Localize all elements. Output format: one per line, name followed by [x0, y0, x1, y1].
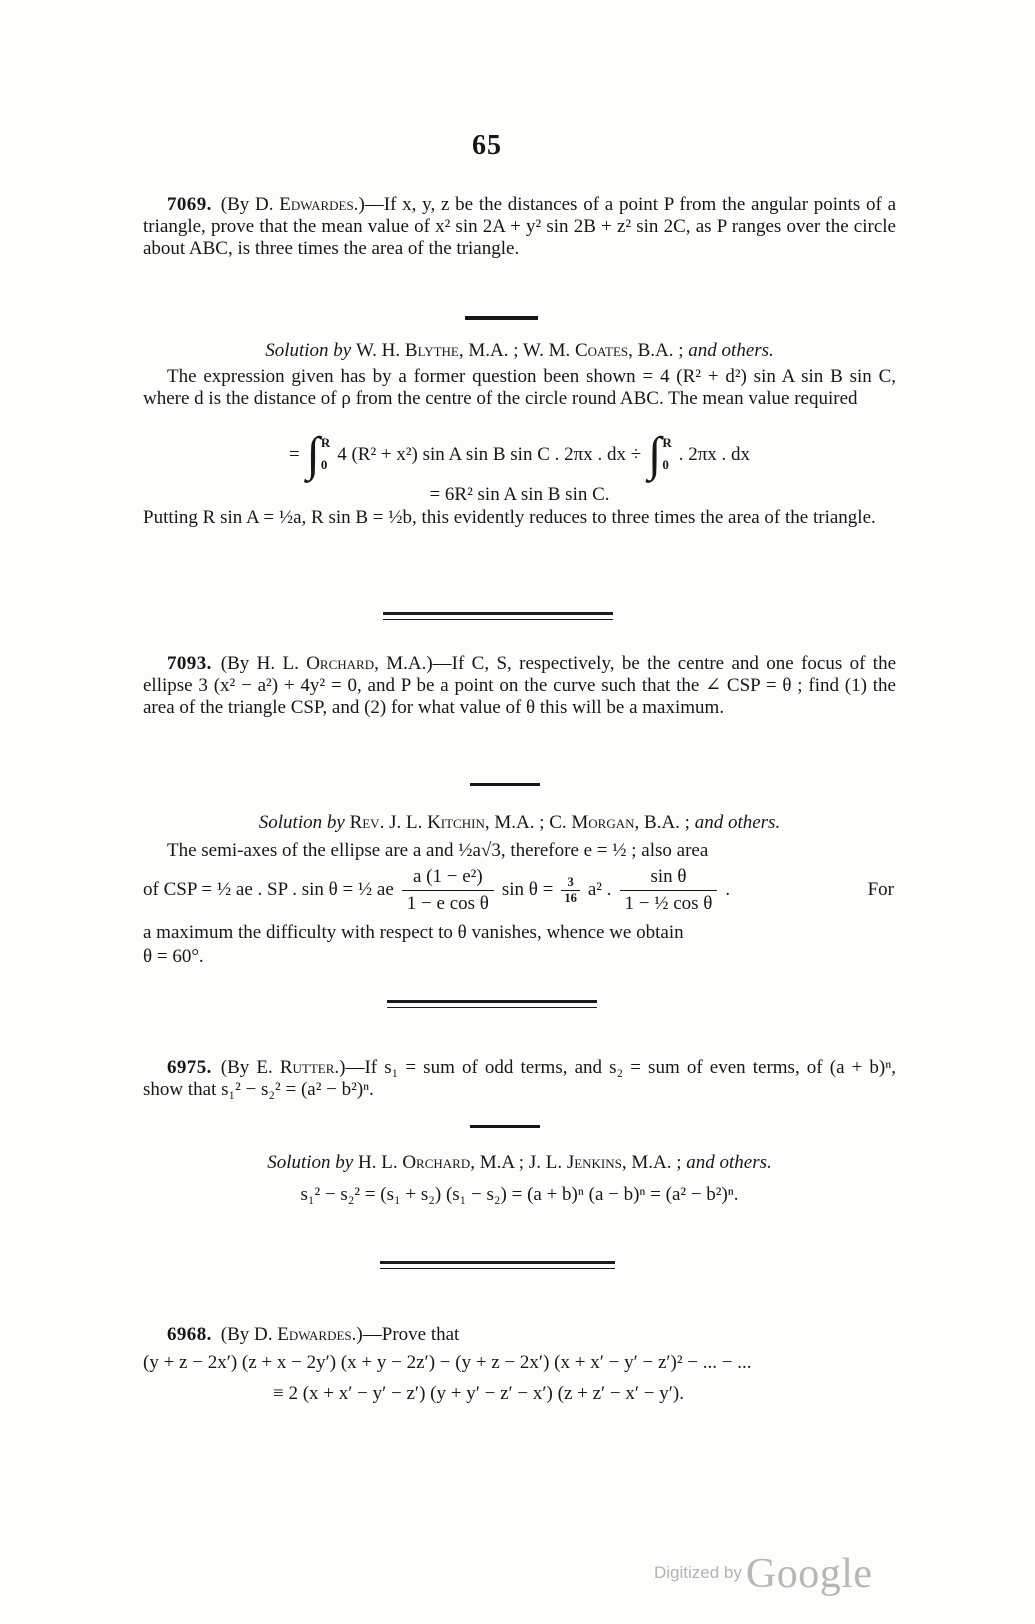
- solution-7069-conclusion: Putting R sin A = ½a, R sin B = ½b, this evidently reduces to three times the area of the triangle.: [143, 507, 876, 528]
- solver-names: W. H. Blythe, M.A. ; W. M. Coates, B.A. ;: [355, 340, 689, 361]
- integral-limits: [320, 431, 330, 479]
- solution-7069-paragraph: The expression given has by a former question been shown = 4 (R² + d²) sin A sin B sin C, where d is the distance of ρ from the centre of the circle round ABC. The mean value required: [143, 366, 896, 409]
- byline-prefix: (By: [220, 1057, 257, 1078]
- author-name: D. Edwardes.: [255, 194, 359, 215]
- problem-7093-statement: [143, 653, 896, 719]
- fraction: [620, 866, 718, 915]
- fraction-numerator: 3: [561, 876, 580, 891]
- fraction-numerator: sin θ: [620, 866, 718, 891]
- solution-7093-heading: [143, 812, 896, 834]
- equation-body: .: [725, 879, 731, 901]
- section-divider-double: [387, 1000, 597, 1008]
- and-others-label: and others.: [694, 812, 781, 833]
- solution-6975-equation: s₁² − s₂² = (s₁ + s₂) (s₁ − s₂) = (a + b)ⁿ (a − b)ⁿ = (a² − b²)ⁿ.: [300, 1184, 739, 1205]
- integral-symbol: [648, 428, 672, 481]
- equals-sign: =: [288, 444, 300, 465]
- problem-6968-equation-line1: (y + z − 2x′) (z + x − 2y′) (x + y − 2z′) − (y + z − 2x′) (x + x′ − y′ − z′)² − ... − ...: [143, 1352, 752, 1373]
- solution-7069-integral-equation: [143, 428, 896, 481]
- google-logo: Google: [745, 1551, 873, 1597]
- section-divider-double: [380, 1261, 615, 1269]
- byline-prefix: (By: [220, 194, 256, 215]
- solution-7069-result-line: = 6R² sin A sin B sin C.: [429, 484, 610, 505]
- integral-glyph: ∫: [648, 428, 662, 481]
- watermark-prefix: Digitized by: [654, 1563, 742, 1582]
- fraction-small: [561, 876, 580, 904]
- solution-7093-line1: The semi-axes of the ellipse are a and ½a√3, therefore e = ½ ; also area: [167, 840, 709, 861]
- integral-limits: [661, 431, 671, 479]
- solution-7093-line3: a maximum the difficulty with respect to θ vanishes, whence we obtain: [143, 922, 684, 943]
- solution-6975-heading: [143, 1152, 896, 1174]
- integral-upper-limit: R: [662, 435, 672, 450]
- problem-7093-number: 7093.: [167, 653, 212, 674]
- section-divider-single: [465, 316, 538, 320]
- byline-prefix: (By: [220, 653, 257, 674]
- section-divider-double: [383, 612, 613, 620]
- author-name: H. L. Orchard, M.A.: [256, 653, 427, 674]
- solution-by-label: Solution by: [258, 812, 350, 833]
- integral-lower-limit: 0: [320, 457, 328, 472]
- and-others-label: and others.: [688, 340, 774, 361]
- equation-body: . 2πx . dx: [678, 444, 751, 465]
- solution-7069-heading: [143, 340, 896, 362]
- section-divider-single: [470, 783, 540, 786]
- equation-body: a² .: [587, 879, 612, 901]
- equation-body: 4 (R² + x²) sin A sin B sin C . 2πx . dx ÷: [337, 444, 642, 465]
- problem-6975-statement: [143, 1057, 896, 1101]
- and-others-label: and others.: [686, 1152, 772, 1173]
- equation-body: of CSP = ½ ae . SP . sin θ = ½ ae: [143, 879, 394, 901]
- problem-6968-equation-line2: ≡ 2 (x + x′ − y′ − z′) (y + y′ − z′ − x′) (z + z′ − x′ − y′).: [273, 1383, 685, 1404]
- page-number: 65: [472, 130, 502, 161]
- section-divider-single: [470, 1125, 540, 1128]
- statement-text: )—Prove that: [356, 1324, 460, 1345]
- statement-text: )—If s₁ = sum of odd terms, and s₂ = sum of even terms, of (a + b)ⁿ, show that s₁² − s₂² = (a² − b²)ⁿ.: [143, 1057, 896, 1100]
- solution-7093-line4: θ = 60°.: [143, 946, 204, 967]
- integral-glyph: ∫: [306, 428, 320, 481]
- problem-6968-statement: [143, 1324, 896, 1346]
- solution-by-label: Solution by: [267, 1152, 358, 1173]
- author-name: E. Rutter.: [256, 1057, 340, 1078]
- fraction-denominator: 1 − e cos θ: [406, 892, 489, 914]
- problem-6975-number: 6975.: [167, 1057, 212, 1078]
- integral-lower-limit: 0: [662, 457, 669, 472]
- solution-7093-area-equation: [143, 866, 896, 915]
- problem-7069-statement: [143, 194, 896, 260]
- author-name: D. Edwardes.: [254, 1324, 357, 1345]
- solver-names: Rev. J. L. Kitchin, M.A. ; C. Morgan, B.A. ;: [349, 812, 695, 833]
- integral-upper-limit: R: [320, 435, 331, 450]
- problem-7069-number: 7069.: [167, 194, 212, 215]
- integral-symbol: [306, 428, 331, 481]
- problem-6968-number: 6968.: [167, 1324, 212, 1345]
- fraction-denominator: 1 − ½ cos θ: [624, 892, 713, 914]
- watermark: [654, 1550, 873, 1598]
- statement-text: )—If C, S, respectively, be the centre and one focus of the ellipse 3 (x² − a²) + 4y² = 0, and P be a point on the curve such that the ∠ CSP = θ ; find (1) the area of the triangle CSP, and (2) for what value of θ this will be a maximum.: [143, 653, 897, 718]
- fraction-numerator: a (1 − e²): [402, 866, 494, 891]
- solver-names: H. L. Orchard, M.A ; J. L. Jenkins, M.A. ;: [358, 1152, 687, 1173]
- equation-body: For: [867, 879, 894, 901]
- equation-body: sin θ =: [501, 879, 554, 901]
- statement-text: )—If x, y, z be the distances of a point P from the angular points of a triangle, prove that the mean value of x² sin 2A + y² sin 2B + z² sin 2C, as P ranges over the circle about ABC, is three times the area of the triangle.: [143, 194, 897, 259]
- fraction: [402, 866, 494, 915]
- fraction-denominator: 16: [564, 890, 577, 905]
- solution-by-label: Solution by: [265, 340, 356, 361]
- byline-prefix: (By: [220, 1324, 254, 1345]
